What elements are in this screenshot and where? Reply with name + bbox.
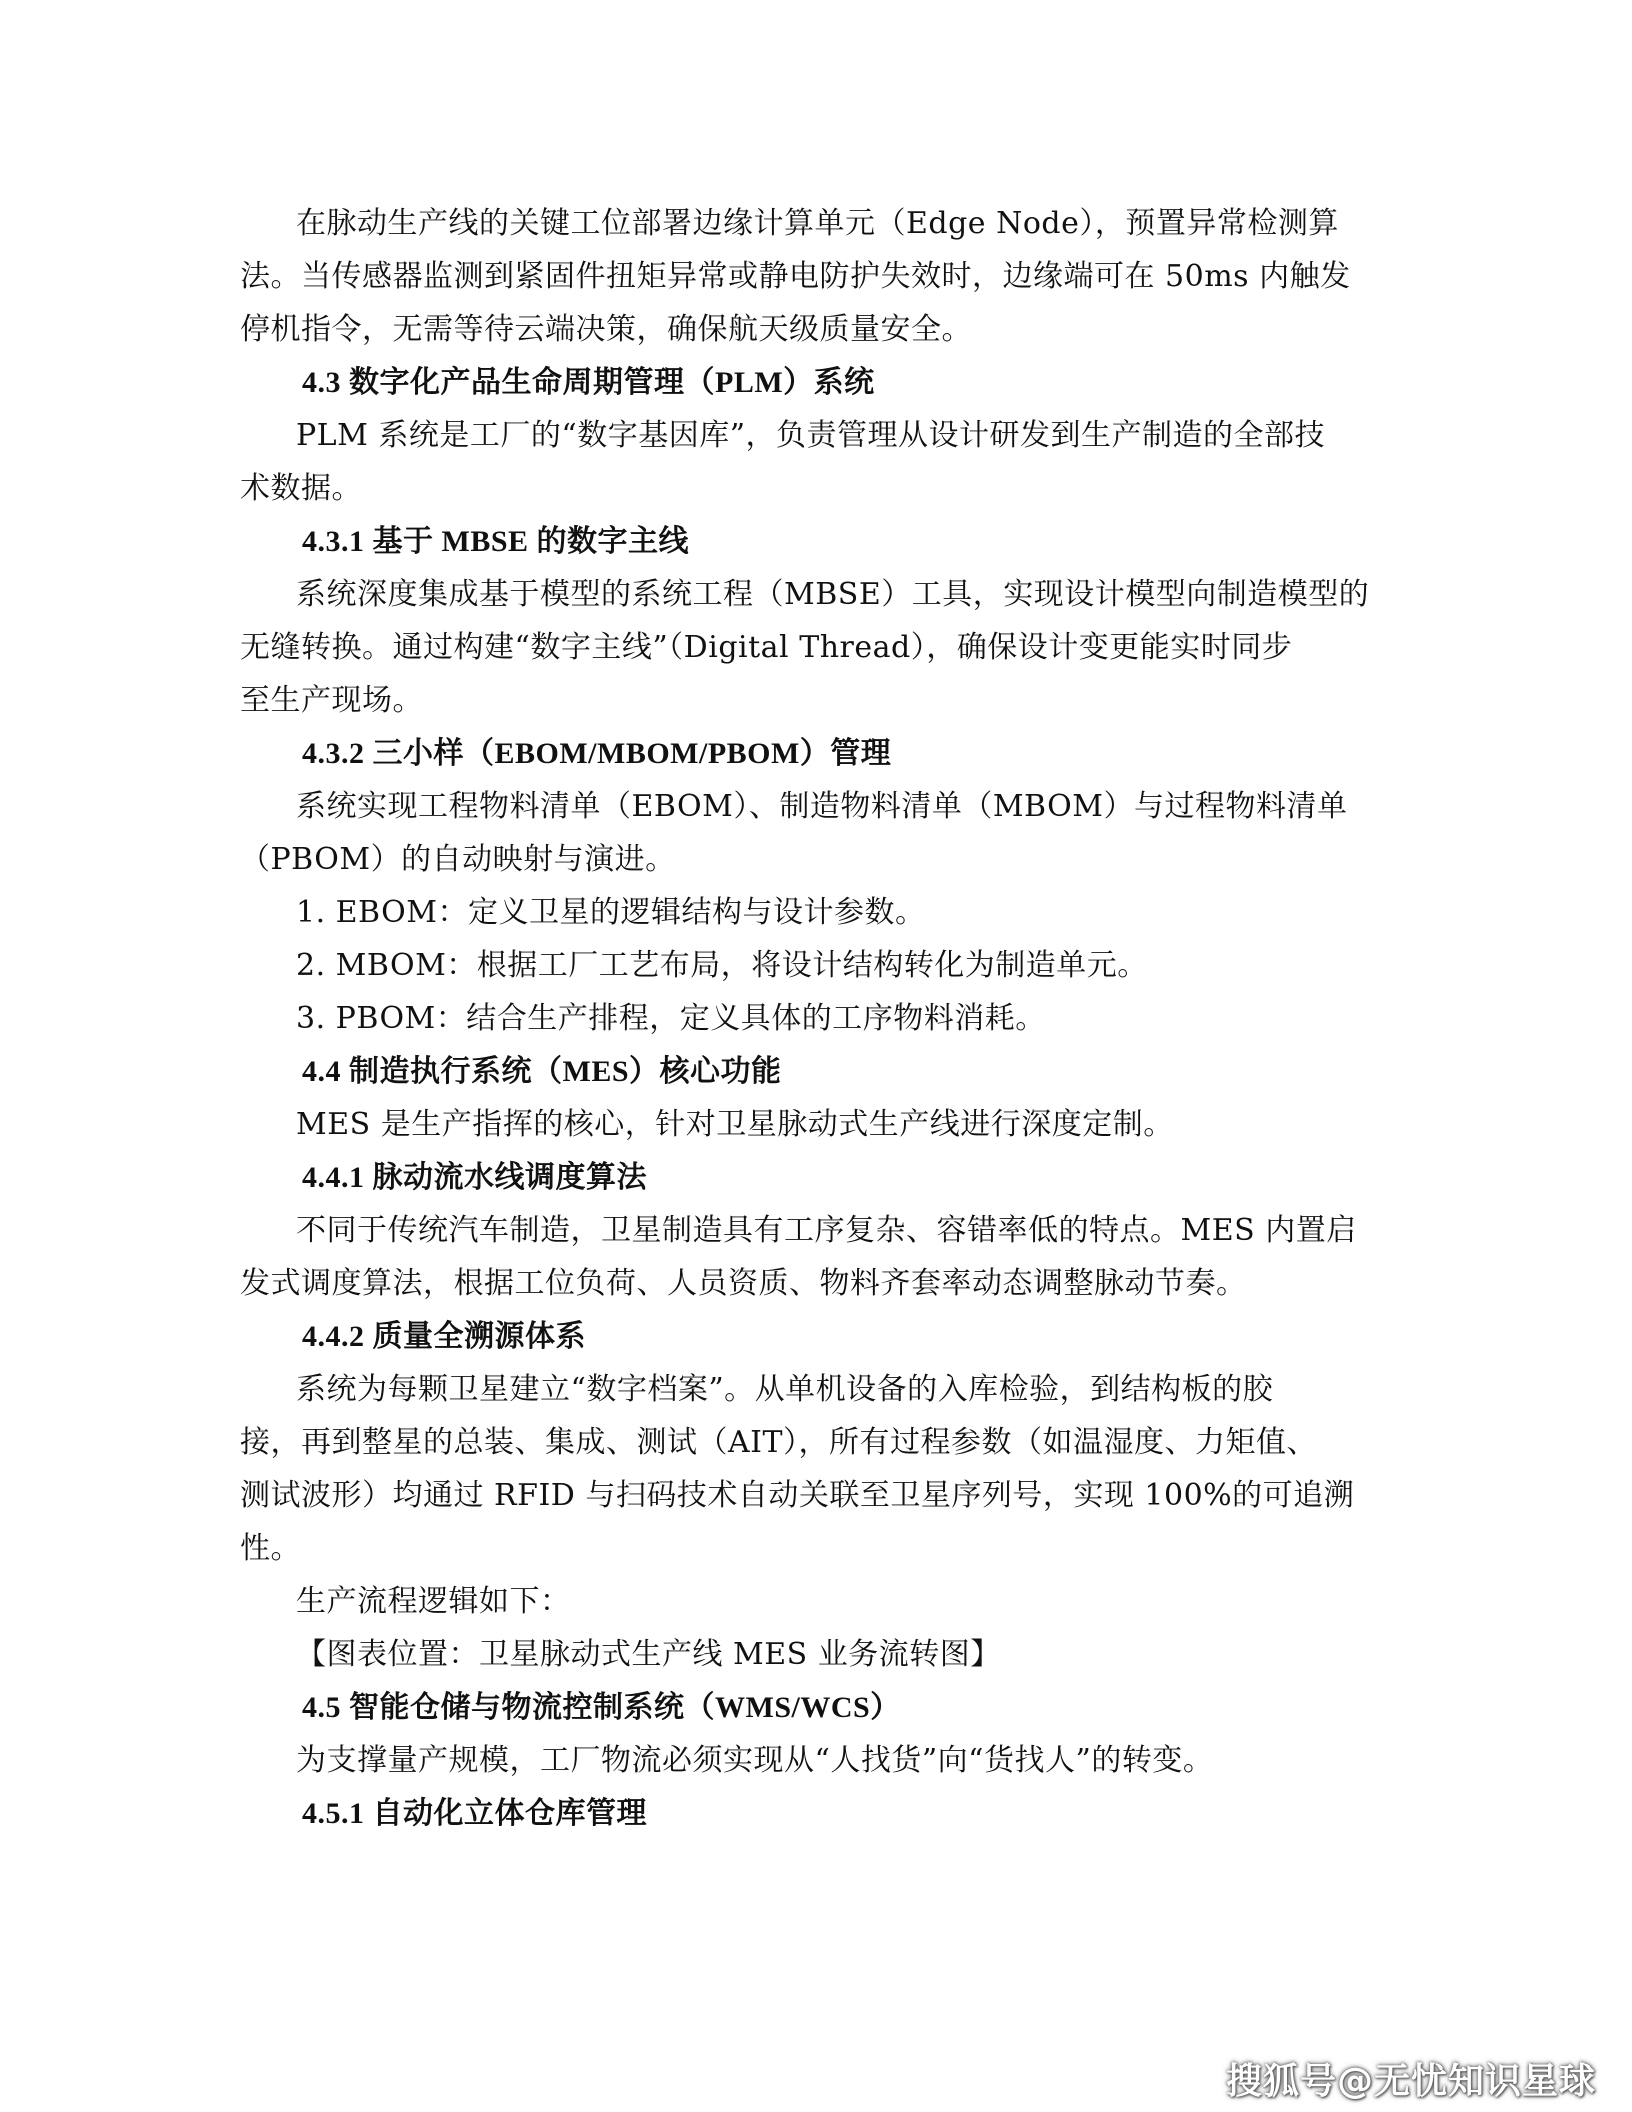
watermark-text: 搜狐号@无忧知识星球 (1225, 2061, 1596, 2102)
paragraph-line: （PBOM）的自动映射与演进。 (240, 842, 676, 877)
section-heading: 4.3.2 三小样（EBOM/MBOM/PBOM）管理 (302, 737, 892, 770)
figure-placeholder: 【图表位置：卫星脉动式生产线 MES 业务流转图】 (296, 1637, 1001, 1672)
paragraph-line: 为支撑量产规模，工厂物流必须实现从“人找货”向“货找人”的转变。 (296, 1743, 1214, 1778)
paragraph-line: 性。 (240, 1531, 301, 1566)
paragraph-line: 停机指令，无需等待云端决策，确保航天级质量安全。 (240, 312, 972, 347)
section-heading: 4.3 数字化产品生命周期管理（PLM）系统 (302, 366, 875, 399)
paragraph-line: PLM 系统是工厂的“数字基因库”，负责管理从设计研发到生产制造的全部技 (296, 418, 1326, 453)
list-item: 1. EBOM：定义卫星的逻辑结构与设计参数。 (296, 895, 926, 930)
paragraph-line: 系统深度集成基于模型的系统工程（MBSE）工具，实现设计模型向制造模型的 (296, 577, 1370, 612)
paragraph-line: 系统为每颗卫星建立“数字档案”。从单机设备的入库检验，到结构板的胶 (296, 1372, 1274, 1407)
paragraph-line: 不同于传统汽车制造，卫星制造具有工序复杂、容错率低的特点。MES 内置启 (296, 1213, 1357, 1248)
paragraph-line: MES 是生产指挥的核心，针对卫星脉动式生产线进行深度定制。 (296, 1107, 1174, 1142)
section-heading: 4.5 智能仓储与物流控制系统（WMS/WCS） (302, 1691, 901, 1724)
list-item: 3. PBOM：结合生产排程，定义具体的工序物料消耗。 (296, 1001, 1046, 1036)
document-body (240, 197, 1392, 1840)
section-heading: 4.5.1 自动化立体仓库管理 (302, 1797, 647, 1830)
paragraph-line: 在脉动生产线的关键工位部署边缘计算单元（Edge Node），预置异常检测算 (296, 206, 1339, 241)
list-item: 2. MBOM：根据工厂工艺布局，将设计结构转化为制造单元。 (296, 948, 1148, 983)
paragraph-line: 生产流程逻辑如下： (296, 1584, 571, 1619)
paragraph-line: 至生产现场。 (240, 683, 423, 718)
section-heading: 4.4 制造执行系统（MES）核心功能 (302, 1055, 782, 1088)
paragraph-line: 系统实现工程物料清单（EBOM）、制造物料清单（MBOM）与过程物料清单 (296, 789, 1348, 824)
paragraph-line: 法。当传感器监测到紧固件扭矩异常或静电防护失效时，边缘端可在 50ms 内触发 (240, 259, 1351, 294)
paragraph-line: 无缝转换。通过构建“数字主线”（Digital Thread），确保设计变更能实时同步 (240, 630, 1293, 665)
section-heading: 4.4.2 质量全溯源体系 (302, 1320, 586, 1353)
paragraph-line: 发式调度算法，根据工位负荷、人员资质、物料齐套率动态调整脉动节奏。 (240, 1266, 1247, 1301)
paragraph-line: 接，再到整星的总装、集成、测试（AIT），所有过程参数（如温湿度、力矩值、 (240, 1425, 1318, 1460)
section-heading: 4.4.1 脉动流水线调度算法 (302, 1161, 647, 1194)
paragraph-line: 术数据。 (240, 471, 362, 506)
paragraph-line: 测试波形）均通过 RFID 与扫码技术自动关联至卫星序列号，实现 100%的可追溯 (240, 1478, 1355, 1513)
section-heading: 4.3.1 基于 MBSE 的数字主线 (302, 525, 690, 558)
